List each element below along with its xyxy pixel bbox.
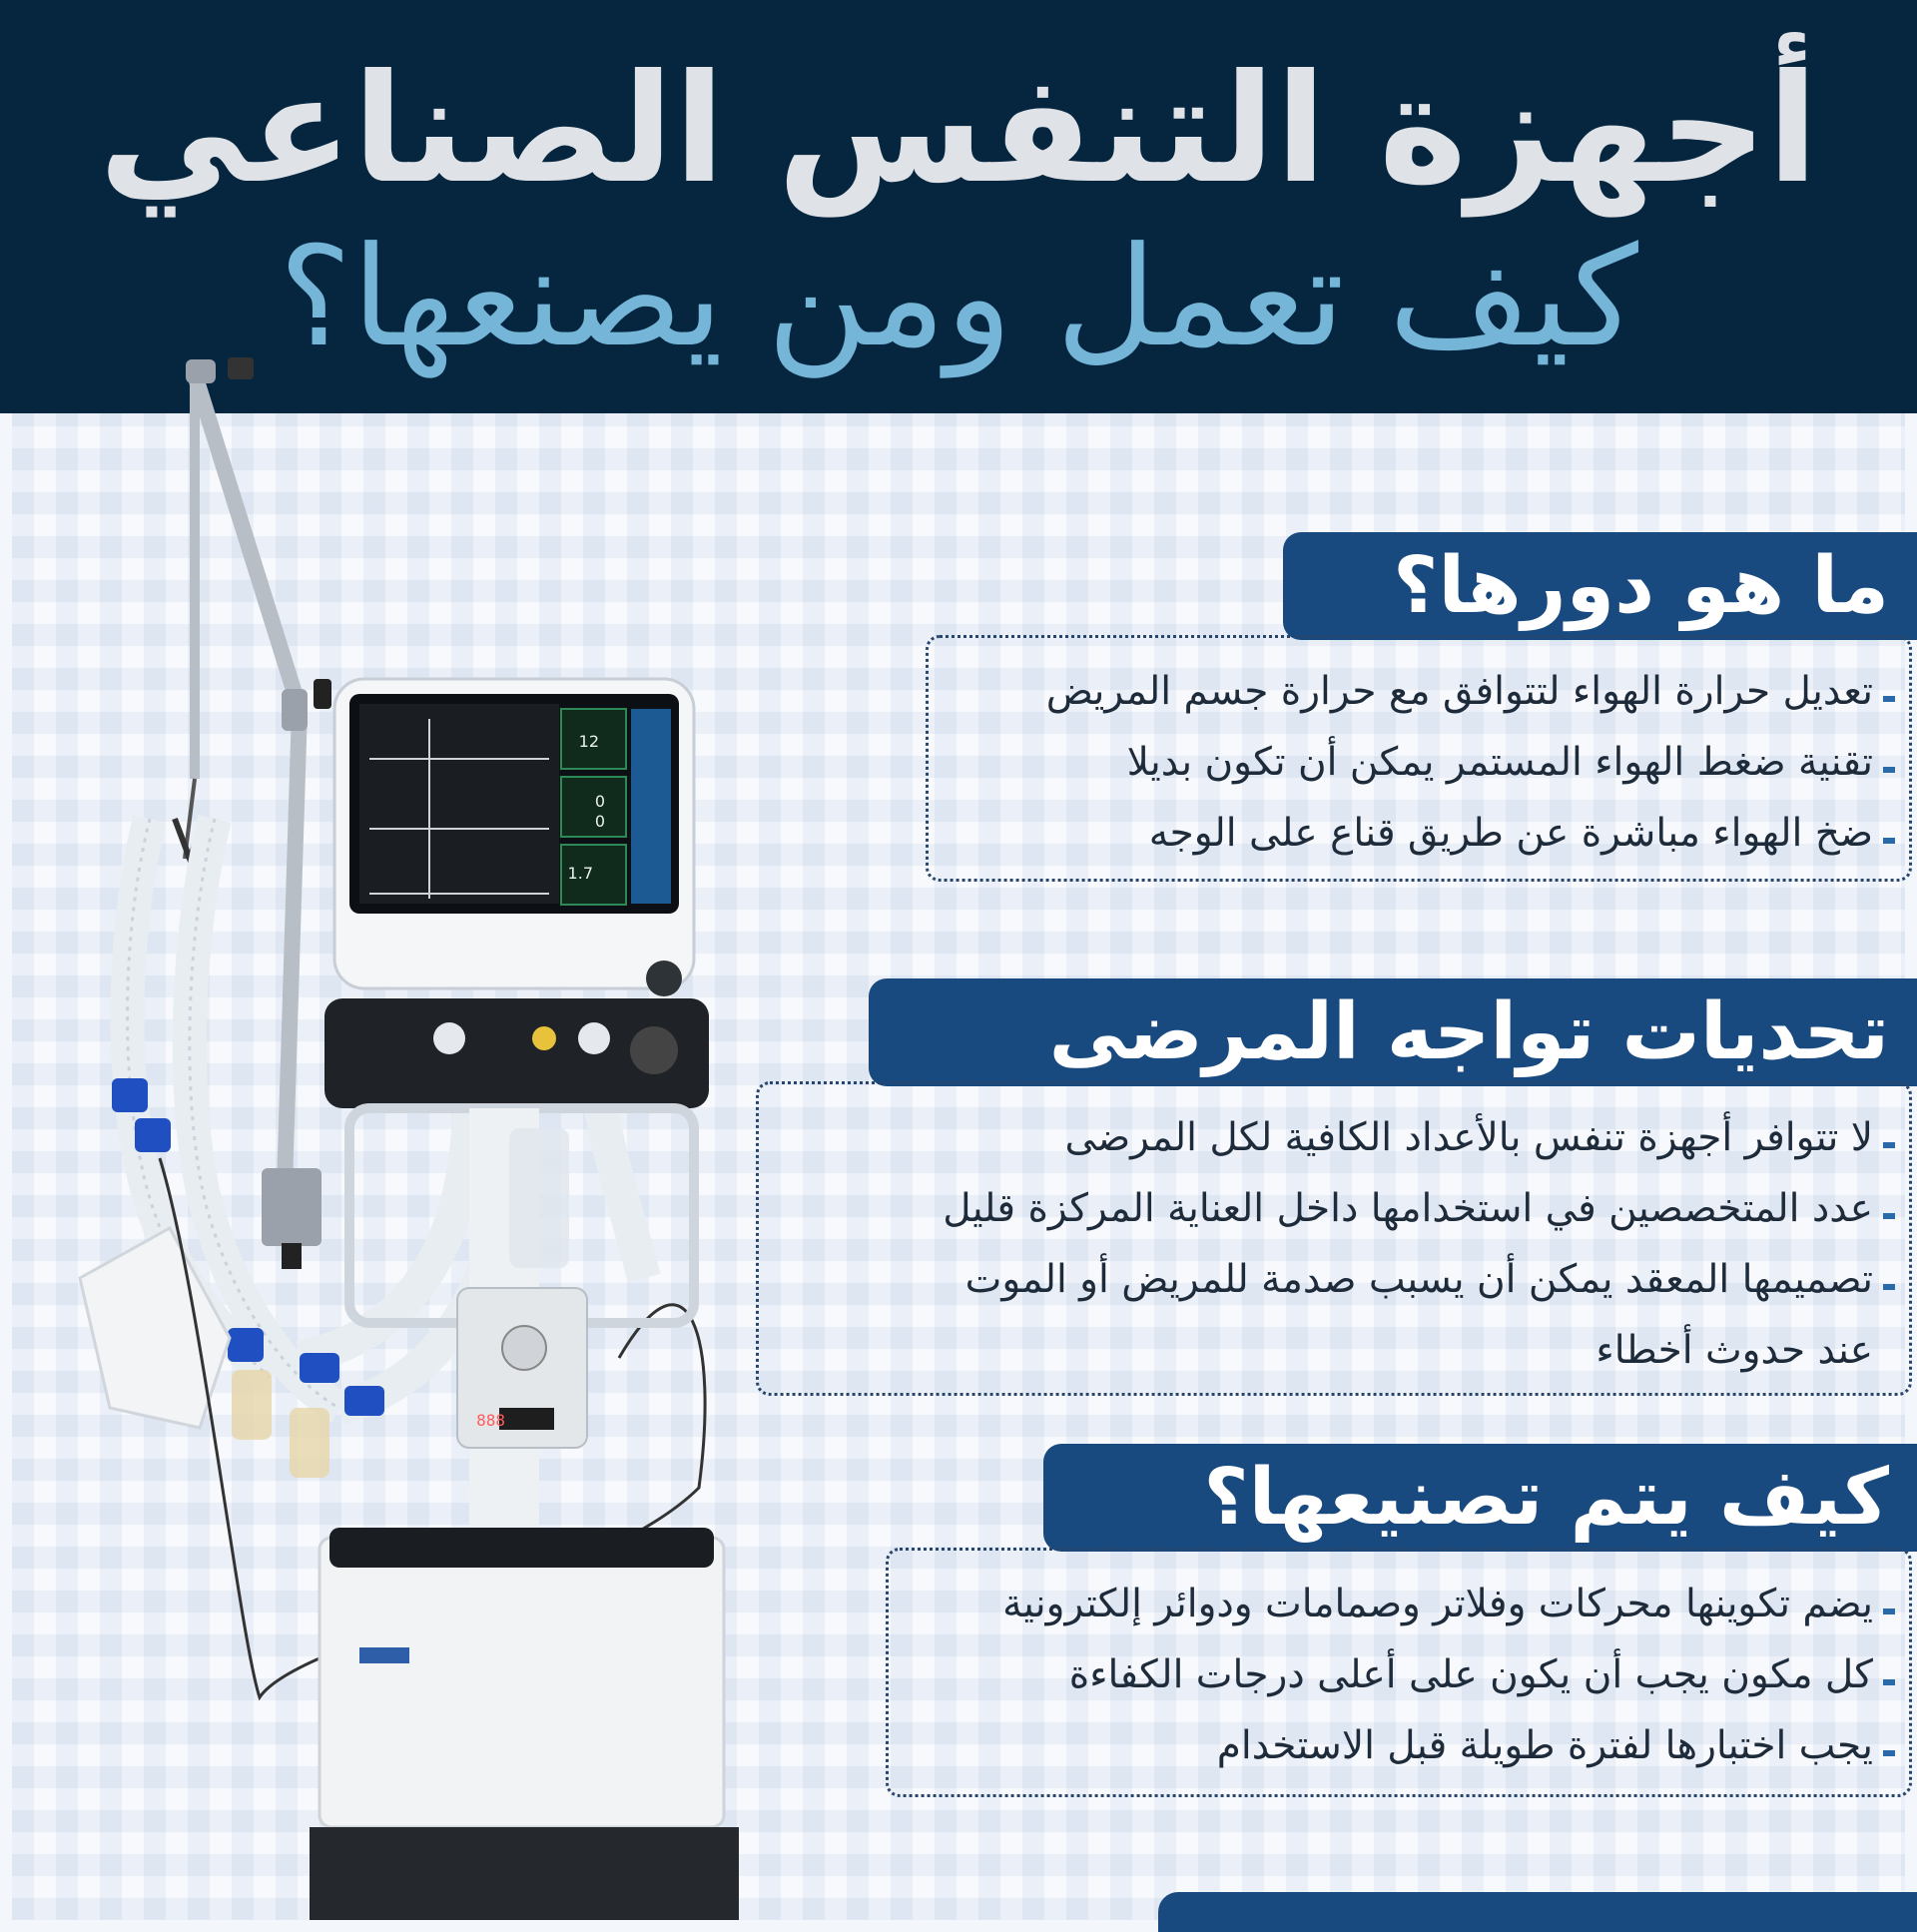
ventilator-illustration (0, 339, 759, 1920)
section-box-manufacturing (886, 1548, 1912, 1797)
list-item: تقنية ضغط الهواء المستمر يمكن أن تكون بديلا (943, 727, 1895, 798)
page-title: أجهزة التنفس الصناعي (98, 43, 1819, 217)
cart-base (310, 1528, 739, 1920)
list-item: ضخ الهواء مباشرة عن طريق قناع على الوجه (943, 798, 1895, 869)
list-item: لا تتوافر أجهزة تنفس بالأعداد الكافية لكل المرضى (773, 1102, 1895, 1173)
readout-4: 1.7 (567, 864, 593, 883)
section-title-challenges: تحديات تواجه المرضى (869, 978, 1917, 1086)
readout-3: 0 (594, 812, 605, 831)
list-item: يجب اختبارها لفترة طويلة قبل الاستخدام (903, 1710, 1895, 1781)
readout-1: 12 (578, 732, 599, 751)
list-item-continuation: عند حدوث أخطاء (1596, 1328, 1873, 1373)
ventilator-monitor (324, 679, 709, 1108)
footer-tab (1158, 1892, 1917, 1932)
list-item: كل مكون يجب أن يكون على أعلى درجات الكفاءة (903, 1639, 1895, 1710)
humidifier-display: 888 (476, 1411, 505, 1430)
list-item: تصميمها المعقد يمكن أن يسبب صدمة للمريض أو الموت (773, 1244, 1895, 1315)
section-box-role (926, 635, 1912, 882)
section-title-role: ما هو دورها؟ (1283, 532, 1917, 640)
section-box-challenges (756, 1081, 1912, 1396)
section-title-manufacturing: كيف يتم تصنيعها؟ (1043, 1444, 1917, 1552)
list-item: يضم تكوينها محركات وفلاتر وصمامات ودوائر إلكترونية (903, 1569, 1895, 1639)
readout-2: 0 (594, 792, 605, 811)
page-subtitle: كيف تعمل ومن يصنعها؟ (279, 217, 1638, 377)
list-item: تعديل حرارة الهواء لتتوافق مع حرارة جسم المريض (943, 656, 1895, 727)
list-item: عدد المتخصصين في استخدامها داخل العناية المركزة قليل (773, 1173, 1895, 1244)
